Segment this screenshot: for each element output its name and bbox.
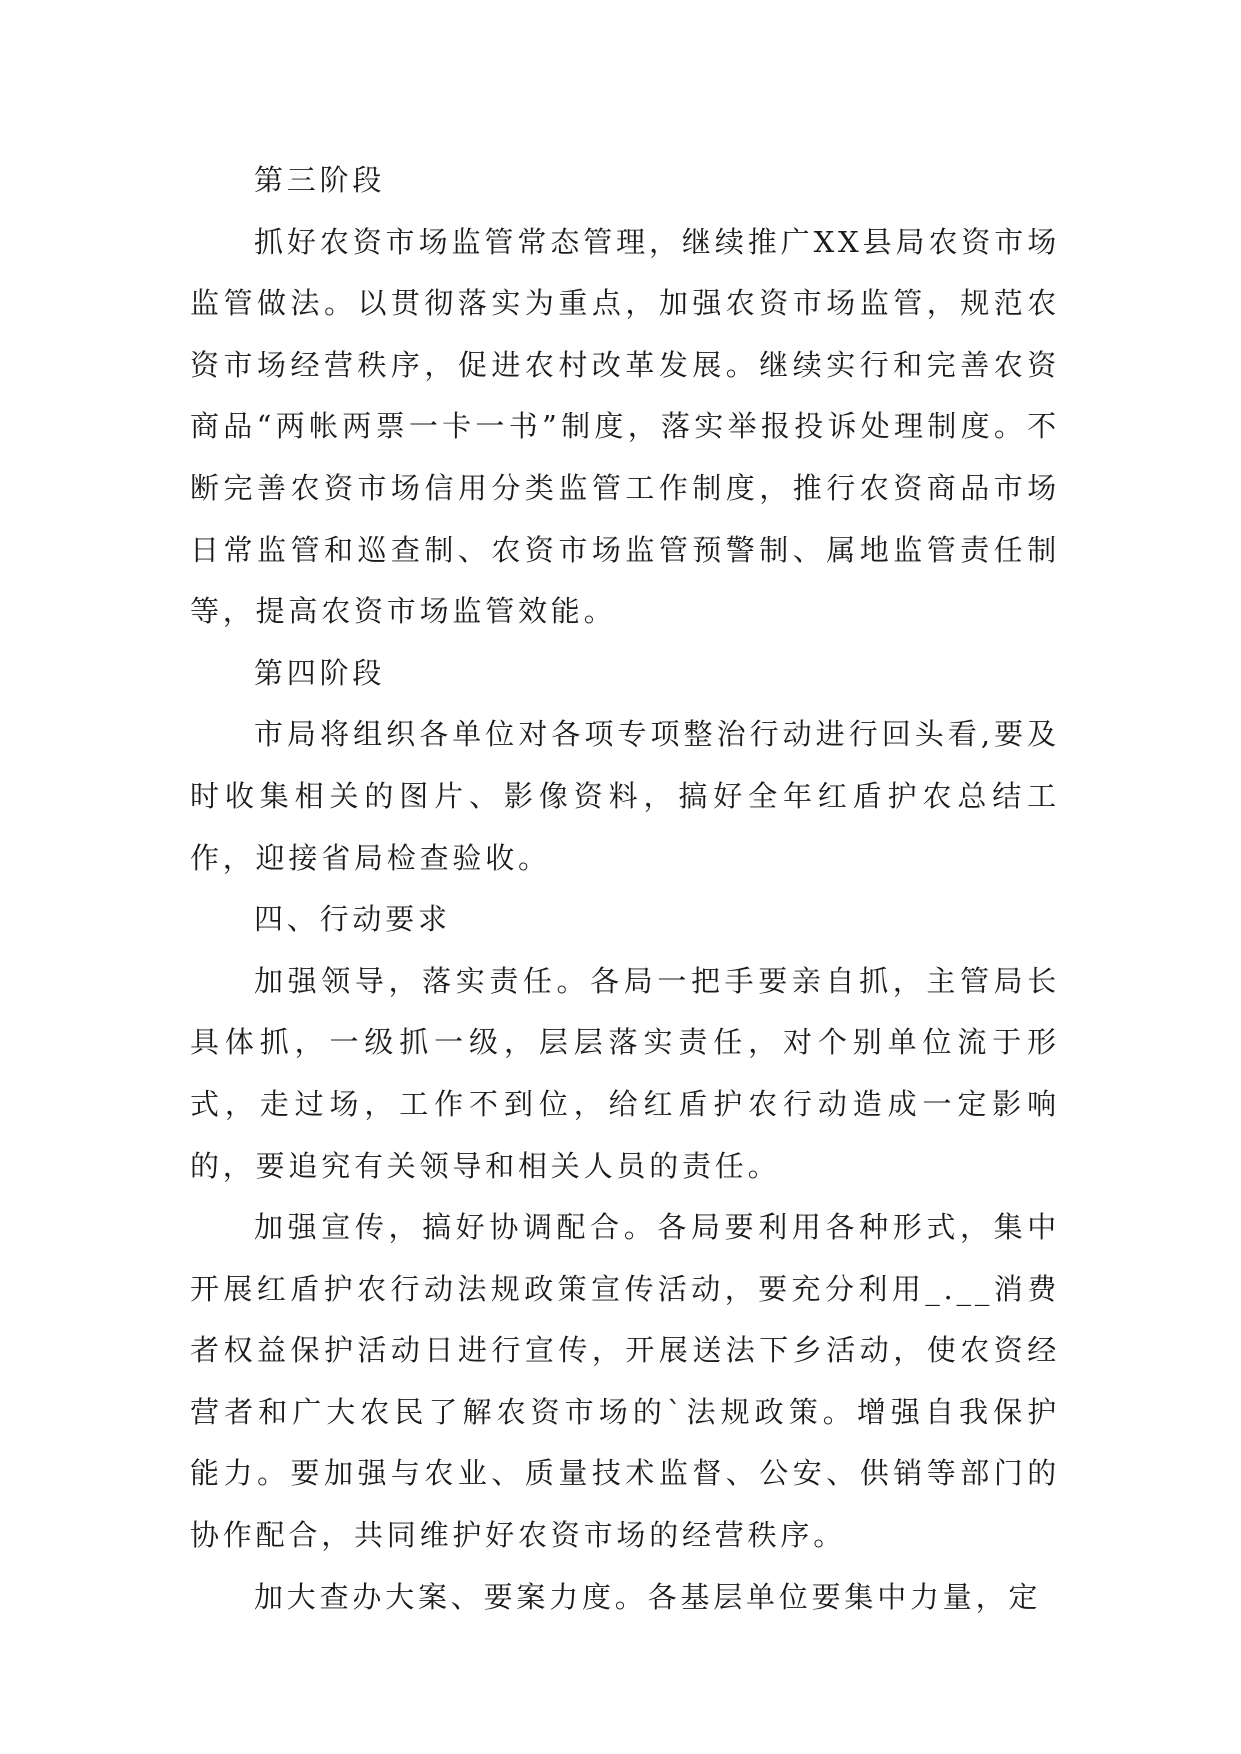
paragraph-stage-four: 市局将组织各单位对各项专项整治行动进行回头看,要及时收集相关的图片、影像资料，搞好全年红盾护农总结工作，迎接省局检查验收。	[190, 717, 1060, 875]
paragraph-major-cases: 加大查办大案、要案力度。各基层单位要集中力量，定	[254, 1579, 1042, 1614]
section-heading-action-requirements: 四、行动要求	[254, 902, 451, 937]
paragraph-leadership: 加强领导，落实责任。各局一把手要亲自抓，主管局长具体抓，一级抓一级，层层落实责任，对个别单位流于形式，走过场，工作不到位，给红盾护农行动造成一定影响的，要追究有关领导和相关人员的责任。	[190, 963, 1060, 1183]
section-heading-stage-four: 第四阶段	[254, 655, 386, 690]
section-heading-stage-three: 第三阶段	[254, 163, 386, 197]
paragraph-publicity: 加强宣传，搞好协调配合。各局要利用各种形式，集中开展红盾护农行动法规政策宣传活动，要充分利用_.__消费者权益保护活动日进行宣传，开展送法下乡活动，使农资经营者和广大农民了解农资市场的`法规政策。增强自我保护能力。要加强与农业、质量技术监督、公安、供销等部门的协作配合，共同维护好农资市场的经营秩序。	[190, 1210, 1060, 1553]
document-body	[190, 150, 1060, 1628]
paragraph-stage-three: 抓好农资市场监管常态管理，继续推广XX县局农资市场监管做法。以贯彻落实为重点，加强农资市场监管，规范农资市场经营秩序，促进农村改革发展。继续实行和完善农资商品“两帐两票一卡一书”制度，落实举报投诉处理制度。不断完善农资市场信用分类监管工作制度，推行农资商品市场日常监管和巡查制、农资市场监管预警制、属地监管责任制等，提高农资市场监管效能。	[190, 224, 1060, 629]
